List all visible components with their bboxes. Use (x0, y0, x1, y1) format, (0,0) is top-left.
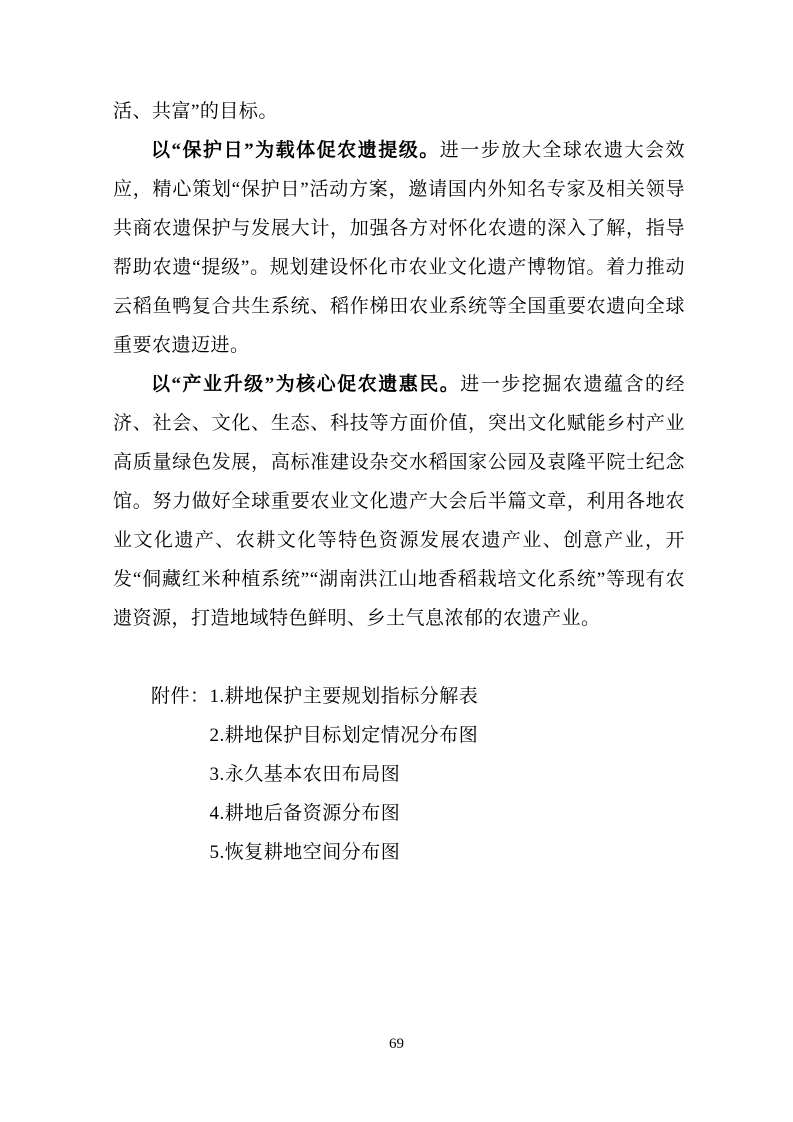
page-number: 69 (389, 1036, 404, 1052)
attachment-item: 2.耕地保护目标划定情况分布图 (209, 725, 479, 746)
paragraph-industry-upgrade (113, 365, 685, 638)
attachment-block (151, 677, 685, 872)
paragraph-bold-lead: 以“产业升级”为核心促农遗惠民。 (151, 374, 461, 395)
attachment-label: 附件： (151, 686, 210, 707)
attachment-item: 4.耕地后备资源分布图 (209, 803, 401, 824)
paragraph-body-text: 进一步放大全球农遗大会效应，精心策划“保护日”活动方案，邀请国内外知名专家及相关领导共商农遗保护与发展大计，加强各方对怀化农遗的深入了解，指导帮助农遗“提级”。规划建设怀化市农业文化遗产博物馆。着力推动云稻鱼鸭复合共生系统、稻作梯田农业系统等全国重要农遗向全球重要农遗迈进。 (113, 140, 685, 356)
paragraph-protection-day (113, 131, 685, 365)
attachment-item: 3.永久基本农田布局图 (209, 764, 401, 785)
attachment-item: 5.恢复耕地空间分布图 (209, 842, 401, 863)
paragraph-body-text: 进一步挖掘农遗蕴含的经济、社会、文化、生态、科技等方面价值，突出文化赋能乡村产业高质量绿色发展，高标准建设杂交水稻国家公园及袁隆平院士纪念馆。努力做好全球重要农业文化遗产大会后半篇文章，利用各地农业文化遗产、农耕文化等特色资源发展农遗产业、创意产业，开发“侗藏红米种植系统”“湖南洪江山地香稻栽培文化系统”等现有农遗资源，打造地域特色鲜明、乡土气息浓郁的农遗产业。 (113, 374, 685, 629)
continuation-text: 活、共富”的目标。 (113, 101, 278, 122)
document-body (113, 92, 685, 872)
paragraph-continuation (113, 92, 685, 131)
attachment-item: 1.耕地保护主要规划指标分解表 (209, 686, 479, 707)
paragraph-bold-lead: 以“保护日”为载体促农遗提级。 (151, 140, 440, 161)
attachment-list (210, 677, 685, 872)
